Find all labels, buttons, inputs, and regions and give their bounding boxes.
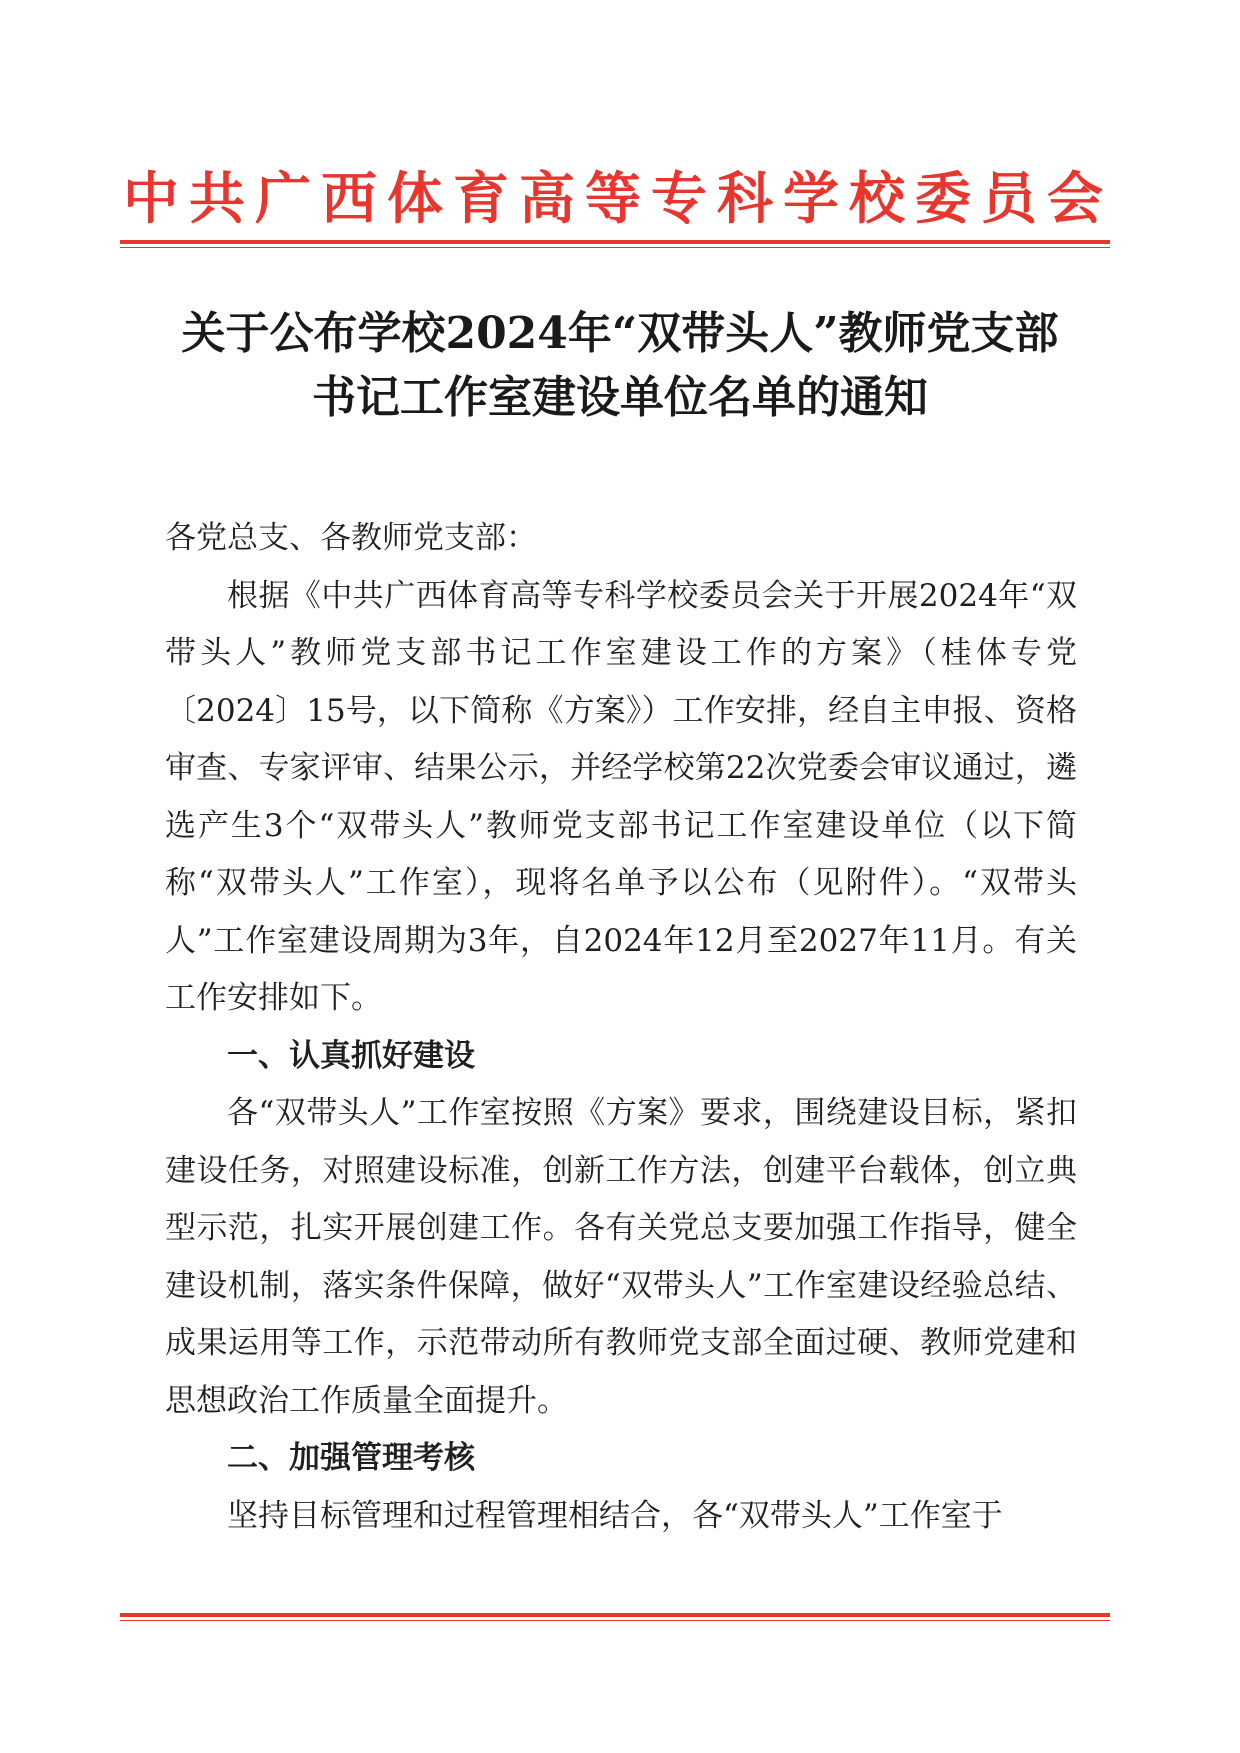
section-heading-2: 二、加强管理考核 <box>227 1440 475 1476</box>
footer-divider <box>120 1613 1110 1621</box>
paragraph-intro: 根据《中共广西体育高等专科学校委员会关于开展2024年“双带头人”教师党支部书记工作室建设工作的方案》（桂体专党〔2024〕15号，以下简称《方案》）工作安排，经自主申报、资格审查、专家评审、结果公示，并经学校第22次党委会审议通过，遴选产生3个“双带头人”教师党支部书记工作室建设单位（以下简称“双带头人”工作室），现将名单予以公布（见附件）。“双带头人”工作室建设周期为3年，自2024年12月至2027年11月。有关工作安排如下。 <box>165 577 1077 1016</box>
salutation: 各党总支、各教师党支部： <box>165 520 537 556</box>
document-title-line-2: 书记工作室建设单位名单的通知 <box>312 372 928 423</box>
paragraph-section-1: 各“双带头人”工作室按照《方案》要求，围绕建设目标，紧扣建设任务，对照建设标准，创新工作方法，创建平台载体，创立典型示范，扎实开展创建工作。各有关党总支要加强工作指导，健全建设机制，落实条件保障，做好“双带头人”工作室建设经验总结、成果运用等工作，示范带动所有教师党支部全面过硬、教师党建和思想政治工作质量全面提升。 <box>165 1095 1077 1419</box>
masthead-title: 中共广西体育高等专科学校委员会 <box>123 167 1113 232</box>
masthead-divider <box>120 240 1110 248</box>
document-body <box>165 510 1077 1545</box>
paragraph-section-2: 坚持目标管理和过程管理相结合，各“双带头人”工作室于 <box>227 1497 1003 1534</box>
document-title-line-1: 关于公布学校2024年“双带头人”教师党支部 <box>181 308 1059 359</box>
document-title <box>150 302 1090 430</box>
section-heading-1: 一、认真抓好建设 <box>227 1037 475 1074</box>
